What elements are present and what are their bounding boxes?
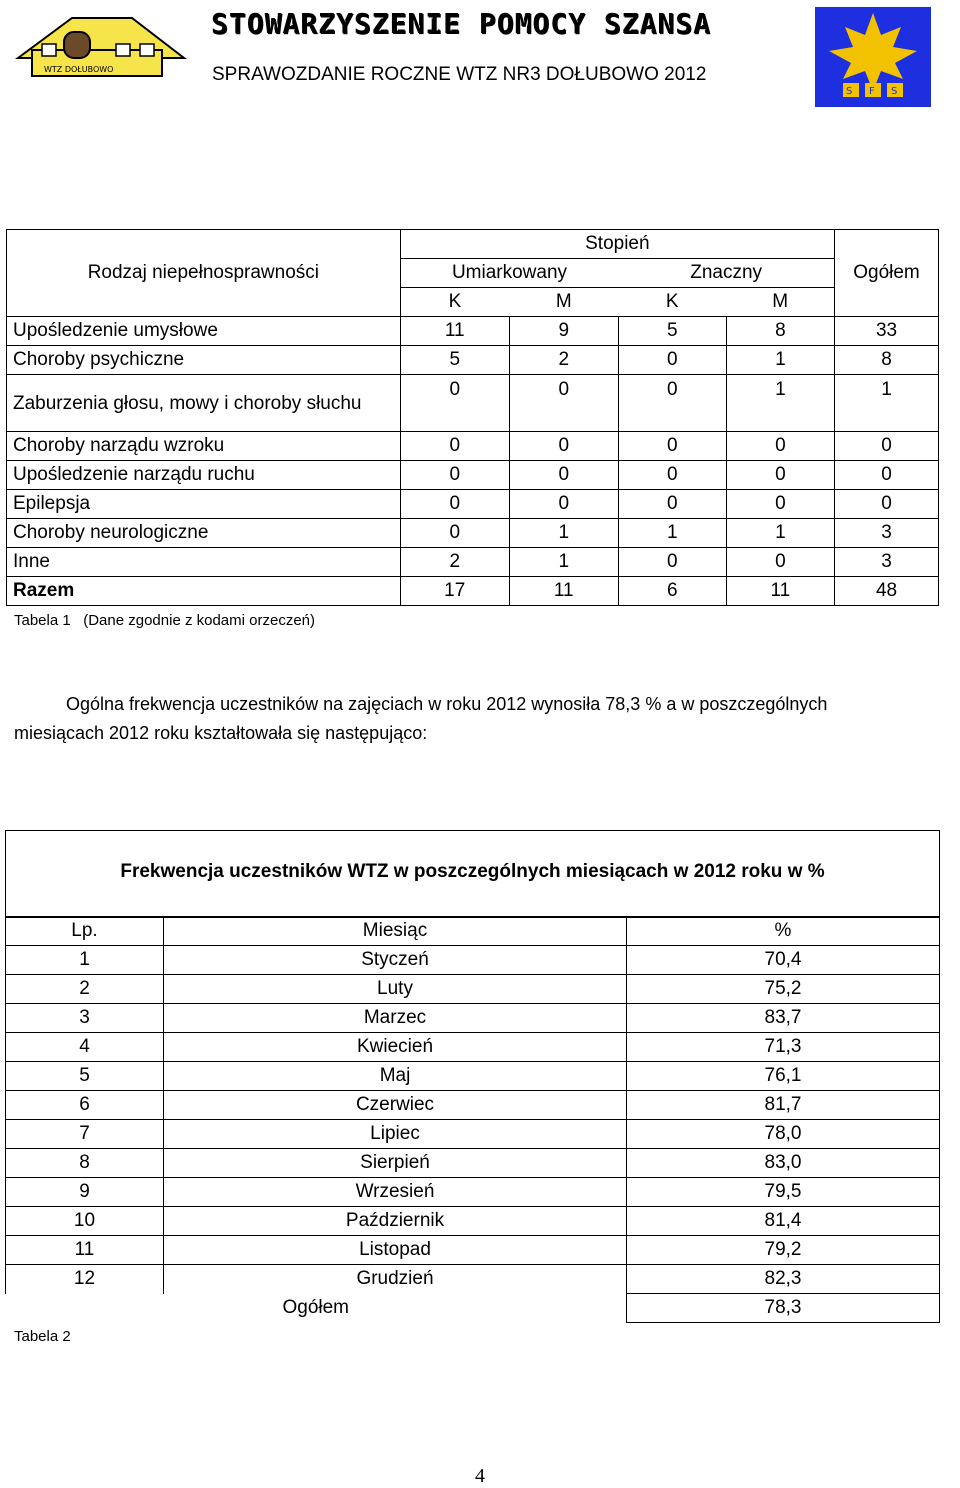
cell: 11 bbox=[509, 577, 618, 606]
cell-lp: 9 bbox=[6, 1178, 164, 1207]
cell-lp: 12 bbox=[6, 1265, 164, 1294]
sub-header-m: M bbox=[509, 288, 618, 317]
cell-month: Wrzesień bbox=[164, 1178, 627, 1207]
cell: 9 bbox=[509, 317, 618, 346]
cell: 11 bbox=[726, 577, 834, 606]
table-row bbox=[6, 1178, 940, 1207]
table-row bbox=[6, 1120, 940, 1149]
cell-lp: 1 bbox=[6, 946, 164, 975]
cell-lp: 3 bbox=[6, 1004, 164, 1033]
cell-lp: 11 bbox=[6, 1236, 164, 1265]
col-moderate-header: Umiarkowany bbox=[400, 259, 618, 288]
cell-lp: 6 bbox=[6, 1091, 164, 1120]
table-row bbox=[7, 461, 939, 490]
cell: 0 bbox=[400, 432, 509, 461]
cell-percent: 82,3 bbox=[627, 1265, 940, 1294]
cell-percent: 70,4 bbox=[627, 946, 940, 975]
col-lp-header: Lp. bbox=[6, 917, 164, 946]
row-label: Upośledzenie umysłowe bbox=[7, 317, 401, 346]
cell: 17 bbox=[400, 577, 509, 606]
col-disability-header: Rodzaj niepełnosprawności bbox=[7, 230, 401, 317]
table-row bbox=[7, 346, 939, 375]
row-label: Choroby psychiczne bbox=[7, 346, 401, 375]
cell: 1 bbox=[726, 375, 834, 432]
table2-title-box bbox=[5, 830, 940, 918]
total-label-text: Ogółem bbox=[282, 1297, 350, 1318]
cell-lp: 4 bbox=[6, 1033, 164, 1062]
table-row bbox=[6, 946, 940, 975]
cell-total: 3 bbox=[835, 519, 939, 548]
cell-month: Luty bbox=[164, 975, 627, 1004]
cell-total: 0 bbox=[835, 490, 939, 519]
table-row bbox=[6, 1149, 940, 1178]
cell: 2 bbox=[400, 548, 509, 577]
total-value: 78,3 bbox=[627, 1294, 940, 1323]
cell-percent: 81,7 bbox=[627, 1091, 940, 1120]
row-label: Choroby narządu wzroku bbox=[7, 432, 401, 461]
cell: 8 bbox=[726, 317, 834, 346]
cell: 0 bbox=[618, 375, 726, 432]
attendance-paragraph bbox=[14, 690, 960, 748]
svg-text:S: S bbox=[846, 86, 853, 97]
cell: 1 bbox=[509, 548, 618, 577]
table-row bbox=[6, 1207, 940, 1236]
cell: 0 bbox=[726, 490, 834, 519]
cell: 2 bbox=[509, 346, 618, 375]
cell-month: Grudzień bbox=[164, 1265, 627, 1294]
cell: 0 bbox=[726, 461, 834, 490]
cell: 0 bbox=[726, 548, 834, 577]
wtz-dolubowo-logo bbox=[12, 10, 190, 88]
cell: 11 bbox=[400, 317, 509, 346]
row-label: Razem bbox=[7, 577, 401, 606]
cell-total: 8 bbox=[835, 346, 939, 375]
cell-month: Marzec bbox=[164, 1004, 627, 1033]
table-row bbox=[7, 490, 939, 519]
table-row-total bbox=[7, 577, 939, 606]
paragraph-line: Ogólna frekwencja uczestników na zajęciach w roku 2012 wynosiła 78,3 % a w poszczególnych bbox=[66, 694, 828, 714]
cell: 0 bbox=[618, 346, 726, 375]
cell: 0 bbox=[400, 375, 509, 432]
cell: 0 bbox=[509, 490, 618, 519]
cell: 0 bbox=[618, 490, 726, 519]
cell-month: Listopad bbox=[164, 1236, 627, 1265]
row-label: Upośledzenie narządu ruchu bbox=[7, 461, 401, 490]
table-row bbox=[6, 1091, 940, 1120]
cell-lp: 2 bbox=[6, 975, 164, 1004]
cell-month: Sierpień bbox=[164, 1149, 627, 1178]
cell-lp: 5 bbox=[6, 1062, 164, 1091]
table-row bbox=[7, 375, 939, 432]
cell-total: 3 bbox=[835, 548, 939, 577]
attendance-table bbox=[5, 916, 940, 1323]
col-month-header: Miesiąc bbox=[164, 917, 627, 946]
cell-month: Lipiec bbox=[164, 1120, 627, 1149]
sub-header-m: M bbox=[726, 288, 834, 317]
cell-total: 0 bbox=[835, 461, 939, 490]
table-row bbox=[7, 519, 939, 548]
cell-percent: 75,2 bbox=[627, 975, 940, 1004]
table2-caption: Tabela 2 bbox=[14, 1328, 71, 1345]
table-row bbox=[6, 1062, 940, 1091]
cell: 0 bbox=[400, 519, 509, 548]
row-label: Epilepsja bbox=[7, 490, 401, 519]
row-label: Choroby neurologiczne bbox=[7, 519, 401, 548]
cell-total: 1 bbox=[835, 375, 939, 432]
cell: 0 bbox=[618, 548, 726, 577]
cell-percent: 83,0 bbox=[627, 1149, 940, 1178]
table-row bbox=[6, 1236, 940, 1265]
cell-percent: 83,7 bbox=[627, 1004, 940, 1033]
cell-percent: 78,0 bbox=[627, 1120, 940, 1149]
cell-percent: 79,5 bbox=[627, 1178, 940, 1207]
table-row bbox=[6, 1004, 940, 1033]
sfs-logo bbox=[815, 7, 931, 107]
cell: 0 bbox=[400, 461, 509, 490]
table-row bbox=[7, 317, 939, 346]
table2-title: Frekwencja uczestników WTZ w poszczególnych miesiącach w 2012 roku w % bbox=[120, 861, 825, 882]
cell-month: Czerwiec bbox=[164, 1091, 627, 1120]
page-number: 4 bbox=[475, 1465, 485, 1487]
cell: 1 bbox=[509, 519, 618, 548]
cell-total: 33 bbox=[835, 317, 939, 346]
row-label: Zaburzenia głosu, mowy i choroby słuchu bbox=[7, 375, 401, 432]
cell: 0 bbox=[726, 432, 834, 461]
organization-name: STOWARZYSZENIE POMOCY SZANSA bbox=[212, 8, 713, 41]
cell-total: 48 bbox=[835, 577, 939, 606]
paragraph-line: miesiącach 2012 roku kształtowała się następująco: bbox=[14, 723, 428, 743]
table-row bbox=[6, 975, 940, 1004]
svg-text:S: S bbox=[891, 86, 898, 97]
disability-table bbox=[6, 229, 939, 606]
col-percent-header: % bbox=[627, 917, 940, 946]
cell-percent: 81,4 bbox=[627, 1207, 940, 1236]
cell-total: 0 bbox=[835, 432, 939, 461]
svg-text:F: F bbox=[869, 86, 875, 97]
row-label: Inne bbox=[7, 548, 401, 577]
cell: 5 bbox=[400, 346, 509, 375]
cell: 0 bbox=[618, 432, 726, 461]
cell: 0 bbox=[509, 432, 618, 461]
cell: 1 bbox=[726, 519, 834, 548]
cell: 0 bbox=[509, 375, 618, 432]
cell: 1 bbox=[618, 519, 726, 548]
table-row bbox=[6, 1265, 940, 1294]
table-row bbox=[6, 1033, 940, 1062]
cell: 1 bbox=[726, 346, 834, 375]
cell-percent: 71,3 bbox=[627, 1033, 940, 1062]
svg-text:WTZ DOŁUBOWO: WTZ DOŁUBOWO bbox=[44, 65, 114, 74]
cell: 5 bbox=[618, 317, 726, 346]
cell: 0 bbox=[618, 461, 726, 490]
total-label bbox=[6, 1294, 627, 1323]
cell-month: Październik bbox=[164, 1207, 627, 1236]
cell: 6 bbox=[618, 577, 726, 606]
table-row bbox=[7, 432, 939, 461]
cell-lp: 10 bbox=[6, 1207, 164, 1236]
col-total-header: Ogółem bbox=[835, 230, 939, 317]
report-title: SPRAWOZDANIE ROCZNE WTZ NR3 DOŁUBOWO 2012 bbox=[212, 64, 707, 85]
cell-lp: 8 bbox=[6, 1149, 164, 1178]
table-row bbox=[7, 548, 939, 577]
table-row-total bbox=[6, 1294, 940, 1323]
col-significant-header: Znaczny bbox=[618, 259, 834, 288]
col-degree-header: Stopień bbox=[400, 230, 834, 259]
table1-caption: Tabela 1 (Dane zgodnie z kodami orzeczeń) bbox=[14, 612, 315, 629]
cell-month: Maj bbox=[164, 1062, 627, 1091]
cell-percent: 76,1 bbox=[627, 1062, 940, 1091]
cell: 0 bbox=[400, 490, 509, 519]
cell-percent: 79,2 bbox=[627, 1236, 940, 1265]
sub-header-k: K bbox=[400, 288, 509, 317]
sub-header-k: K bbox=[618, 288, 726, 317]
cell: 0 bbox=[509, 461, 618, 490]
cell-month: Kwiecień bbox=[164, 1033, 627, 1062]
cell-lp: 7 bbox=[6, 1120, 164, 1149]
cell-month: Styczeń bbox=[164, 946, 627, 975]
